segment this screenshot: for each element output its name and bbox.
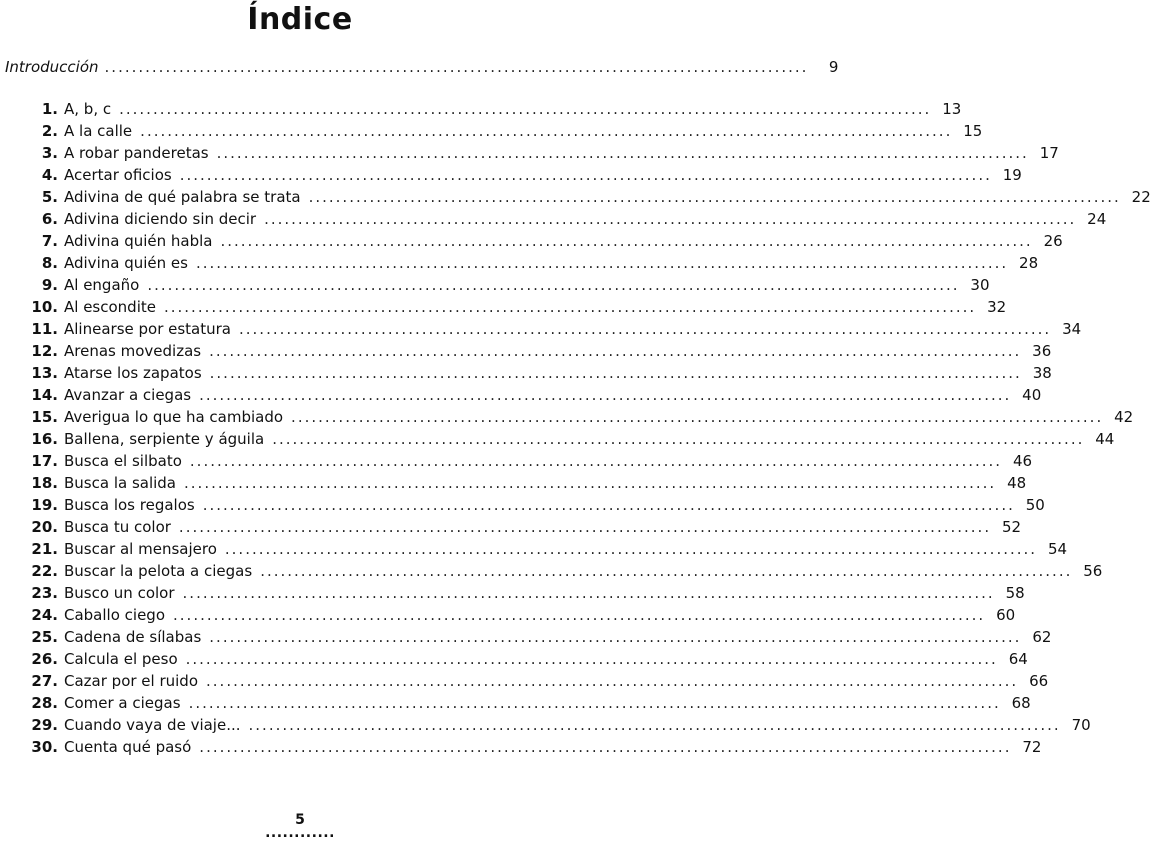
toc-entry-number: 13. — [31, 364, 58, 382]
toc-entry-page: 15 — [963, 122, 983, 140]
toc-entry-label: Adivina quién es — [64, 254, 188, 272]
dot-leader: ........................................................................................................................ — [202, 496, 1015, 514]
toc-entry-number: 23. — [31, 584, 58, 602]
toc-entry-number: 28. — [31, 694, 58, 712]
toc-entry-label: A la calle — [64, 122, 133, 140]
toc-entry — [30, 716, 1091, 738]
toc-entry — [30, 430, 1115, 452]
dot-leader: ........................................................................................................................ — [185, 650, 998, 668]
dot-leader: ........................................................................................................................ — [220, 232, 1033, 250]
toc-entry-number: 7. — [41, 232, 58, 250]
toc-entry-label: Ballena, serpiente y águila — [64, 430, 265, 448]
toc-entry-label: Comer a ciegas — [64, 694, 181, 712]
page-footer — [0, 812, 600, 841]
toc-entry — [30, 100, 962, 122]
toc-entry-label: Avanzar a ciegas — [64, 386, 192, 404]
toc-entry — [30, 188, 1151, 210]
toc-entry-label: Caballo ciego — [64, 606, 166, 624]
toc-entry — [30, 738, 1042, 760]
toc-entry — [30, 276, 990, 298]
toc-entry-page: 66 — [1029, 672, 1049, 690]
toc-entry-page: 42 — [1114, 408, 1134, 426]
dot-leader: ........................................................................................................................ — [195, 254, 1009, 272]
toc-entry-number: 10. — [31, 298, 58, 316]
toc-list — [30, 100, 1151, 760]
toc-entry-page: 44 — [1095, 430, 1115, 448]
toc-entry-label: Al escondite — [64, 298, 156, 316]
toc-entry-label: Busca los regalos — [64, 496, 195, 514]
dot-leader: ........................................................................................................................ — [260, 562, 1073, 580]
toc-entry-page: 62 — [1032, 628, 1052, 646]
dot-leader: ........................................................................................................................ — [209, 628, 1022, 646]
dot-leader: ........................................................................................................................ — [239, 320, 1052, 338]
dot-leader: ........................................................................................................................ — [224, 540, 1038, 558]
toc-entry-page: 56 — [1083, 562, 1103, 580]
toc-entry-page: 19 — [1002, 166, 1022, 184]
toc-entry-page: 30 — [970, 276, 990, 294]
toc-entry — [30, 122, 983, 144]
toc-entry-page: 38 — [1032, 364, 1052, 382]
toc-entry-number: 18. — [31, 474, 58, 492]
dot-leader: ........................................................................................................................ — [209, 342, 1022, 360]
toc-entry-page: 24 — [1087, 210, 1107, 228]
toc-entry — [30, 408, 1134, 430]
toc-entry-page: 72 — [1022, 738, 1042, 756]
dot-leader: ........................................................................................................................ — [248, 716, 1061, 734]
dot-leader: ........................................................................................................................ — [147, 276, 960, 294]
toc-entry — [30, 584, 1025, 606]
toc-entry-label: Calcula el peso — [64, 650, 178, 668]
toc-entry-label: Busco un color — [64, 584, 175, 602]
toc-entry-number: 14. — [31, 386, 58, 404]
toc-entry-label: Atarse los zapatos — [64, 364, 202, 382]
toc-entry-number: 17. — [31, 452, 58, 470]
dot-leader: ........................................................................................................................ — [178, 518, 992, 536]
toc-entry-page: 68 — [1011, 694, 1031, 712]
toc-entry-label: Adivina diciendo sin decir — [64, 210, 257, 228]
toc-entry — [30, 144, 1059, 166]
toc-entry-number: 9. — [41, 276, 58, 294]
toc-entry-number: 8. — [41, 254, 58, 272]
toc-entry-label: Cadena de sílabas — [64, 628, 202, 646]
dot-leader: ........................................................................................................ — [104, 58, 809, 76]
toc-entry-page: 50 — [1025, 496, 1045, 514]
toc-entry-page: 64 — [1008, 650, 1028, 668]
toc-entry-number: 15. — [31, 408, 58, 426]
toc-entry-page: 48 — [1007, 474, 1027, 492]
dot-leader: ........................................................................................................................ — [189, 452, 1003, 470]
toc-entry-label: Cazar por el ruido — [64, 672, 199, 690]
dot-leader: ........................................................................................................................ — [209, 364, 1022, 382]
toc-entry — [30, 210, 1107, 232]
toc-entry-label: A robar panderetas — [64, 144, 209, 162]
toc-entry-number: 21. — [31, 540, 58, 558]
toc-entry-page: 60 — [996, 606, 1016, 624]
toc-entry — [30, 628, 1052, 650]
toc-entry — [30, 672, 1049, 694]
dot-leader: ........................................................................................................................ — [199, 386, 1012, 404]
toc-entry — [30, 518, 1022, 540]
dot-leader: ........................................................................................................................ — [188, 694, 1001, 712]
toc-entry-number: 11. — [31, 320, 58, 338]
toc-entry-page: 22 — [1131, 188, 1151, 206]
toc-entry-label: Alinearse por estatura — [64, 320, 231, 338]
toc-entry-label: Averigua lo que ha cambiado — [64, 408, 284, 426]
dot-leader: ........................................................................................................................ — [206, 672, 1019, 690]
toc-entry-label: Al engaño — [64, 276, 140, 294]
page-number: 5 — [295, 812, 305, 828]
toc-entry-page: 9 — [828, 58, 839, 76]
toc-entry-page: 26 — [1043, 232, 1063, 250]
toc-entry-number: 16. — [31, 430, 58, 448]
dot-leader: ........................................................................................................................ — [272, 430, 1085, 448]
toc-entry-number: 1. — [41, 100, 58, 118]
toc-entry-page: 52 — [1002, 518, 1022, 536]
toc-entry-number: 5. — [41, 188, 58, 206]
toc-entry-label: Busca la salida — [64, 474, 177, 492]
toc-entry-page: 28 — [1019, 254, 1039, 272]
toc-entry-label: Introducción — [5, 58, 99, 76]
toc-entry-page: 32 — [987, 298, 1007, 316]
toc-entry-label: Buscar al mensajero — [64, 540, 217, 558]
toc-entry — [30, 474, 1027, 496]
toc-entry-number: 27. — [31, 672, 58, 690]
toc-entry — [30, 540, 1068, 562]
dot-leader: ........................................................................................................................ — [216, 144, 1029, 162]
dot-leader: ........................................................................................................................ — [119, 100, 932, 118]
toc-entry — [30, 342, 1052, 364]
toc-entry-page: 34 — [1062, 320, 1082, 338]
toc-entry-number: 24. — [31, 606, 58, 624]
dot-leader: ........................................................................................................................ — [163, 298, 977, 316]
toc-entry-label: Busca tu color — [64, 518, 171, 536]
toc-entry-number: 3. — [41, 144, 58, 162]
toc-entry-label: Cuenta qué pasó — [64, 738, 192, 756]
toc-entry-number: 6. — [41, 210, 58, 228]
toc-entry-label: A, b, c — [64, 100, 112, 118]
dot-leader: ........................................................................................................................ — [173, 606, 986, 624]
toc-entry-introduction — [5, 58, 839, 80]
footer-ornament: ............ — [265, 825, 335, 841]
toc-entry-number: 25. — [31, 628, 58, 646]
dot-leader: ........................................................................................................................ — [199, 738, 1012, 756]
toc-entry-page: 54 — [1047, 540, 1068, 558]
toc-entry-label: Acertar oficios — [64, 166, 172, 184]
dot-leader: ........................................................................................................................ — [184, 474, 997, 492]
toc-entry — [30, 254, 1039, 276]
toc-entry — [30, 298, 1007, 320]
toc-entry-label: Cuando vaya de viaje... — [64, 716, 241, 734]
toc-entry — [30, 166, 1022, 188]
toc-entry-number: 2. — [41, 122, 58, 140]
toc-entry-label: Arenas movedizas — [64, 342, 202, 360]
toc-entry-number: 22. — [31, 562, 58, 580]
toc-entry-page: 36 — [1032, 342, 1052, 360]
dot-leader: ........................................................................................................................ — [291, 408, 1104, 426]
toc-entry-page: 46 — [1012, 452, 1033, 470]
toc-entry-number: 26. — [31, 650, 58, 668]
toc-entry — [30, 694, 1031, 716]
toc-entry — [30, 606, 1016, 628]
toc-entry — [30, 386, 1042, 408]
toc-entry-page: 17 — [1039, 144, 1059, 162]
dot-leader: ........................................................................................................................ — [264, 210, 1077, 228]
toc-entry-label: Buscar la pelota a ciegas — [64, 562, 253, 580]
toc-entry — [30, 496, 1045, 518]
toc-entry-number: 19. — [31, 496, 58, 514]
dot-leader: ........................................................................................................................ — [182, 584, 995, 602]
page-title: Índice — [247, 2, 353, 37]
dot-leader: ........................................................................................................................ — [308, 188, 1121, 206]
dot-leader: ........................................................................................................................ — [140, 122, 953, 140]
toc-entry-label: Adivina de qué palabra se trata — [64, 188, 301, 206]
toc-entry-page: 58 — [1005, 584, 1025, 602]
dot-leader: ........................................................................................................................ — [179, 166, 992, 184]
toc-entry-number: 4. — [41, 166, 58, 184]
toc-entry-number: 29. — [31, 716, 58, 734]
toc-entry-number: 12. — [31, 342, 58, 360]
toc-entry-label: Busca el silbato — [64, 452, 182, 470]
toc-entry-number: 30. — [31, 738, 58, 756]
toc-entry-page: 13 — [942, 100, 962, 118]
toc-entry — [30, 364, 1052, 386]
toc-entry-page: 40 — [1022, 386, 1042, 404]
toc-entry-label: Adivina quién habla — [64, 232, 213, 250]
toc-entry — [30, 232, 1063, 254]
toc-entry — [30, 650, 1028, 672]
toc-entry-number: 20. — [31, 518, 58, 536]
toc-entry — [30, 452, 1033, 474]
toc-entry — [30, 320, 1082, 342]
toc-entry-page: 70 — [1071, 716, 1091, 734]
toc-entry — [30, 562, 1103, 584]
